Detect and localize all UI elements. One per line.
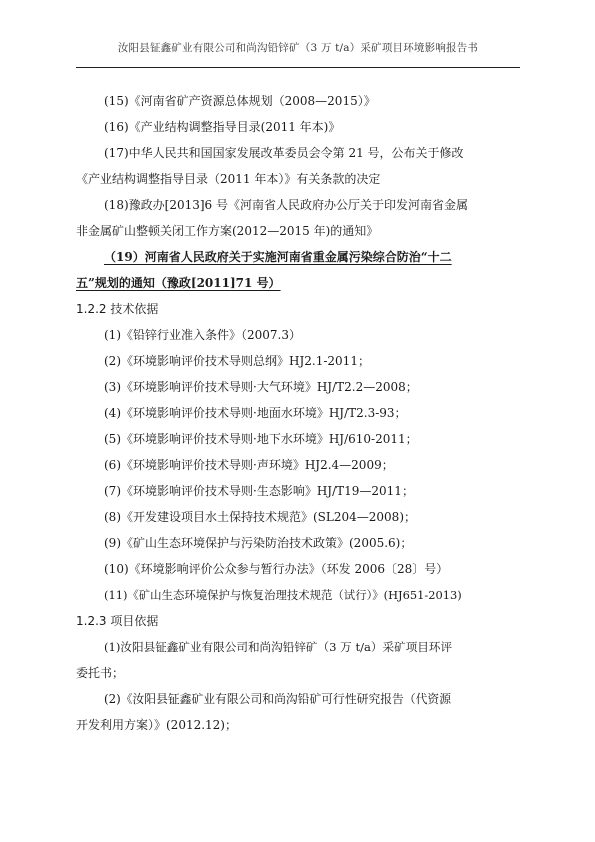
tech-item-10: (10)《环境影响评价公众参与暂行办法》（环发 2006〔28〕号） <box>104 562 449 576</box>
law-item-15: (15)《河南省矿产资源总体规划（2008—2015）》 <box>104 94 376 108</box>
tech-item-4: (4)《环境影响评价技术导则·地面水环境》HJ/T2.3-93； <box>104 406 407 420</box>
tech-item-3: (3)《环境影响评价技术导则·大气环境》HJ/T2.2—2008； <box>104 380 418 394</box>
tech-item-8: (8)《开发建设项目水土保持技术规范》(SL204—2008)； <box>104 510 416 524</box>
tech-item-6: (6)《环境影响评价技术导则·声环境》HJ2.4—2009； <box>104 458 394 472</box>
project-item-2-cont: 开发利用方案）》(2012.12)； <box>76 718 237 732</box>
page-header: 汝阳县钲鑫矿业有限公司和尚沟铅锌矿（3 万 t/a）采矿项目环境影响报告书 <box>117 42 479 54</box>
tech-item-7: (7)《环境影响评价技术导则·生态影响》HJ/T19—2011； <box>104 484 414 498</box>
tech-item-2: (2)《环境影响评价技术导则总纲》HJ2.1-2011； <box>104 354 370 368</box>
tech-item-9: (9)《矿山生态环境保护与污染防治技术政策》(2005.6)； <box>104 536 413 550</box>
project-item-2: (2)《汝阳县钲鑫矿业有限公司和尚沟铅矿可行性研究报告（代资源 <box>104 692 452 706</box>
section-heading-project-basis: 1.2.3 项目依据 <box>76 614 159 628</box>
header-divider <box>76 67 520 68</box>
law-item-16: (16)《产业结构调整指导目录(2011 年本)》 <box>104 120 341 134</box>
law-item-19-cont: 五”规划的通知（豫政[2011]71 号） <box>76 276 281 290</box>
project-item-1: (1)汝阳县钲鑫矿业有限公司和尚沟铅锌矿（3 万 t/a）采矿项目环评 <box>104 640 453 654</box>
tech-item-1: (1)《铅锌行业准入条件》（2007.3） <box>104 328 301 342</box>
tech-item-11: (11)《矿山生态环境保护与恢复治理技术规范（试行）》(HJ651-2013) <box>104 588 462 602</box>
law-item-18: (18)豫政办[2013]6 号《河南省人民政府办公厅关于印发河南省金属 <box>104 198 468 212</box>
law-item-17: (17)中华人民共和国国家发展改革委员会令第 21 号，公布关于修改 <box>104 146 464 160</box>
project-item-1-cont: 委托书； <box>76 666 125 680</box>
law-item-18-cont: 非金属矿山整顿关闭工作方案(2012—2015 年)的通知》 <box>76 224 379 238</box>
tech-item-5: (5)《环境影响评价技术导则·地下水环境》HJ/610-2011； <box>104 432 418 446</box>
section-heading-tech-basis: 1.2.2 技术依据 <box>76 302 159 316</box>
law-item-19: （19）河南省人民政府关于实施河南省重金属污染综合防治“十二 <box>104 250 452 264</box>
document-body <box>76 88 520 738</box>
law-item-17-cont: 《产业结构调整指导目录（2011 年本）》有关条款的决定 <box>76 172 381 186</box>
